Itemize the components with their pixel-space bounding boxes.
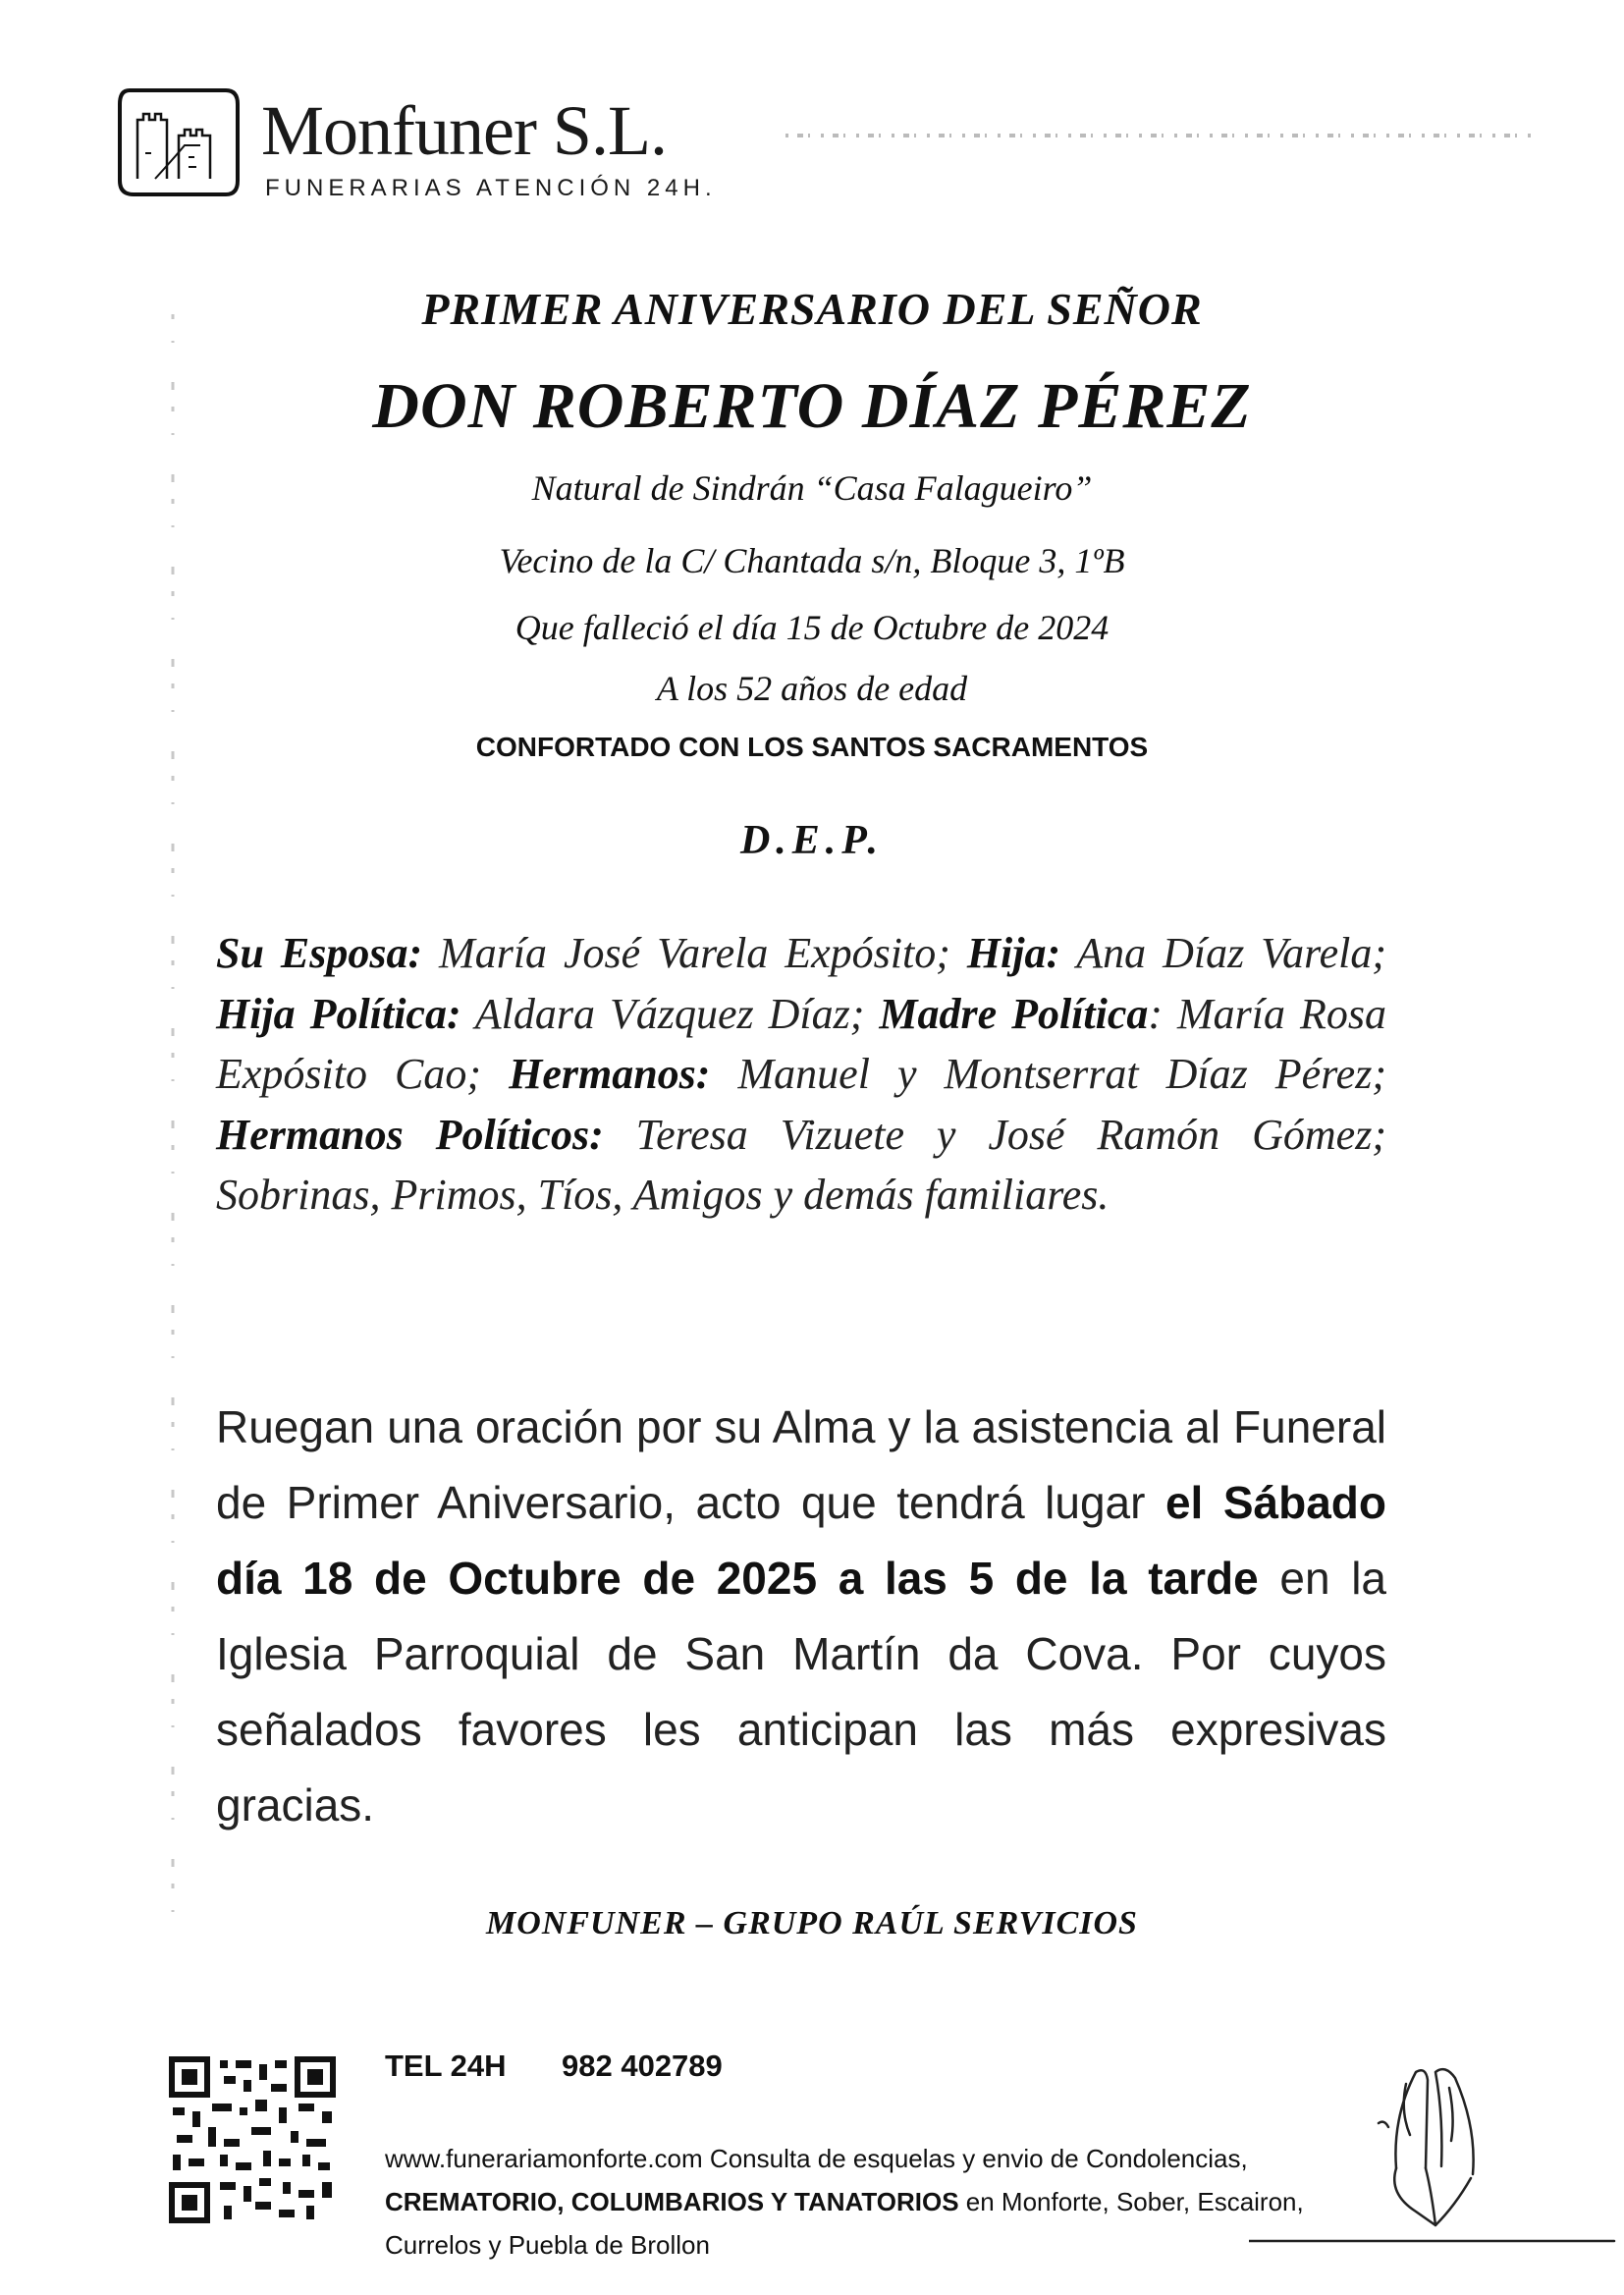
funeral-datetime: el Sábado día 18 de Octubre de 2025 a las 5 de la tarde [216, 1477, 1386, 1604]
deceased-name: DON ROBERTO DÍAZ PÉREZ [372, 370, 1252, 442]
mother-in-law-label: Madre Política [879, 989, 1149, 1038]
tel-label: TEL 24H [385, 2049, 507, 2083]
funeral-text-end: en la Iglesia Parroquial de San Martín da Cova. Por cuyos señalados favores les anticipan las más expresivas gracias. [216, 1553, 1386, 1831]
funeral-paragraph [216, 1390, 1386, 1843]
family-paragraph [216, 923, 1386, 1226]
daughter-name: Ana Díaz Varela; [1060, 929, 1387, 977]
brand-name: Monfuner S.L. [261, 91, 667, 170]
mother-in-law-name: : María Rosa Expósito Cao; [216, 989, 1386, 1098]
tel-number[interactable]: 982 402789 [562, 2049, 723, 2083]
daughter-in-law-label: Hija Política: [216, 989, 461, 1038]
footer-text-1: Consulta de esquelas y envio de Condolencias, [702, 2144, 1248, 2173]
death-date-line: Que falleció el día 15 de Octubre de 2024 [514, 608, 1110, 647]
brand-logo [116, 84, 242, 200]
signature: MONFUNER – GRUPO RAÚL SERVICIOS [486, 1905, 1138, 1941]
siblings-label: Hermanos: [509, 1050, 711, 1098]
notice-heading: PRIMER ANIVERSARIO DEL SEÑOR [421, 284, 1203, 334]
sacraments-line: CONFORTADO CON LOS SANTOS SACRAMENTOS [475, 732, 1149, 762]
spouse-label: Su Esposa: [216, 929, 423, 977]
daughter-label: Hija: [966, 929, 1061, 977]
footer-text-2: en Monforte, Sober, Escairon, Currelos y Puebla de Brollon [385, 2187, 1304, 2260]
footer-text [385, 2137, 1367, 2267]
scan-speckle [785, 130, 1532, 141]
siblings-in-law-label: Hermanos Políticos: [216, 1110, 604, 1159]
funeral-text-start: Ruegan una oración por su Alma y la asistencia al Funeral de Primer Aniversario, acto que tendrá lugar [216, 1401, 1386, 1528]
qr-code-icon [169, 2056, 336, 2223]
age-line: A los 52 años de edad [656, 669, 968, 708]
spouse-name: María José Varela Expósito; [422, 929, 967, 977]
praying-hands-icon [1249, 2058, 1622, 2245]
footer-services: CREMATORIO, COLUMBARIOS Y TANATORIOS [385, 2187, 959, 2216]
castle-tower-icon [116, 84, 242, 200]
siblings-in-law-names: Teresa Vizuete y José Ramón Gómez; Sobrinas, Primos, Tíos, Amigos y demás familiares. [216, 1110, 1386, 1219]
address-line: Vecino de la C/ Chantada s/n, Bloque 3, 1ºB [499, 541, 1125, 580]
brand-tagline: FUNERARIAS ATENCIÓN 24H. [265, 175, 717, 201]
dep-line: D.E.P. [739, 818, 885, 863]
origin-line: Natural de Sindrán “Casa Falagueiro” [531, 468, 1093, 508]
website-link[interactable]: www.funerariamonforte.com [385, 2144, 703, 2173]
daughter-in-law-name: Aldara Vázquez Díaz; [460, 989, 880, 1038]
siblings-names: Manuel y Montserrat Díaz Pérez; [710, 1050, 1386, 1098]
